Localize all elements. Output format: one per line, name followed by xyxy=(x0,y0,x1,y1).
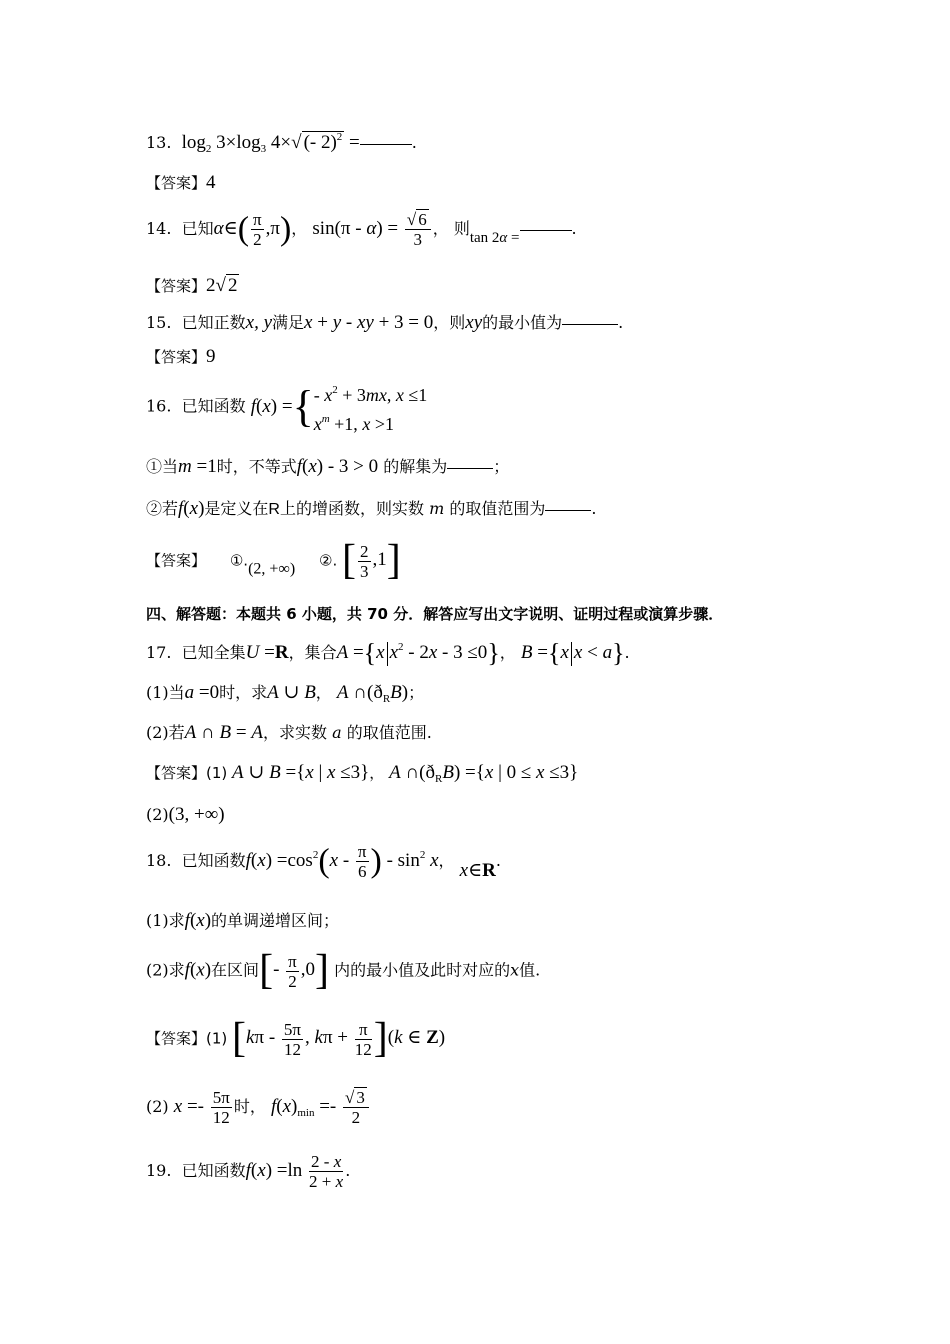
question-16-part1: ①当m =1时，不等式f(x) - 3 > 0 的解集为 ； xyxy=(146,456,510,477)
question-number: 13. xyxy=(146,133,172,152)
question-17: 17. 已知全集U =R，集合A ={x $x^2 - 2x - 3 \le 0$}， B ={x x < a}. xyxy=(146,638,630,668)
question-18-part1: (1)求f(x)的单调递增区间； xyxy=(146,910,340,931)
question-16: 16. 已知函数 f ( x ) = { - $x^2 + 3mx$, x ≤1 $x^m +1$, x >1 xyxy=(146,378,870,430)
question-18-part2: (2)求f(x)在区间[- $\frac{\pi}{2}$ ,0] 内的最小值及此时对应的x值. xyxy=(146,948,541,994)
question-19: 19. 已知函数f(x) =ln $\frac{2 - x}{2 + x}$ . xyxy=(146,1152,351,1191)
answer-15: 【答案】9 xyxy=(146,346,216,367)
question-17-part2: (2)若A ∩ B = A，求实数 a 的取值范围. xyxy=(146,722,432,743)
section-heading: 四、解答题：本题共 6 小题，共 70 分．解答应写出文字说明、证明过程或演算步骤． xyxy=(146,605,724,623)
question-14: 14. 已知α∈( $\frac{\pi}{2}$ ,π)， sin(π - α) = $\frac{√ 6}{3}$ ， 则tan 2α = . xyxy=(146,210,577,249)
formula-14a: α∈( $\frac{\pi}{2}$ ,π) xyxy=(213,210,292,249)
answer-17: 【答案】(1) A ∪ B ={x | x ≤3}， A $\cap(ð_RB) =\{x$ | 0 ≤ x ≤3} xyxy=(146,762,579,785)
formula-13: $\log_2 3\times\log_3$ 4×√ (- 2)$^2$ = xyxy=(181,131,360,155)
answer-17-part2: (2)(3, +∞) xyxy=(146,804,225,825)
question-15: 15. 已知正数x, y满足x + y - xy + 3 = 0，则xy的最小值为 . xyxy=(146,312,624,333)
question-18: 18. 已知函数$f(x) =\cos^2(x$ - $\frac{\pi}{6}$ ) - $\sin^2 x$， x∈R. xyxy=(146,842,501,881)
answer-value: 4 xyxy=(206,172,216,193)
answer-14: 【答案】2√ 2 xyxy=(146,275,238,296)
answer-18: 【答案】(1) [kπ - $\frac{5\pi}{12}$ , kπ + $\frac{\pi}{12}$ ](k ∈ Z) xyxy=(146,1016,446,1062)
question-17-part1: (1)当a =0时，求A ∪ B， A $\cap(ð_RB)$； xyxy=(146,682,425,705)
piecewise-function: f ( x ) = { - $x^2 + 3mx$, x ≤1 $x^m +1$, x >1 xyxy=(250,382,428,434)
question-13: 13. $\log_2 3\times\log_3$ 4×√ (- 2)$^2$ = . xyxy=(146,131,417,155)
answer-16: 【答案】 ①.(2, +∞) ②. [ $\frac{2}{3}$ ,1] xyxy=(146,538,401,584)
answer-18-part2: (2) x =- $\frac{5\pi}{12}$ 时， $f(x)_{min}$ =- $\frac{√ 3}{2}$ xyxy=(146,1088,870,1136)
answer-label: 【答案】 xyxy=(146,174,207,192)
question-16-part2: ②若f(x)是定义在R上的增函数，则实数 m 的取值范围为 . xyxy=(146,498,597,519)
formula-14b: sin(π - α) = $\frac{√ 6}{3}$ xyxy=(312,218,432,239)
answer-13 xyxy=(146,172,870,194)
